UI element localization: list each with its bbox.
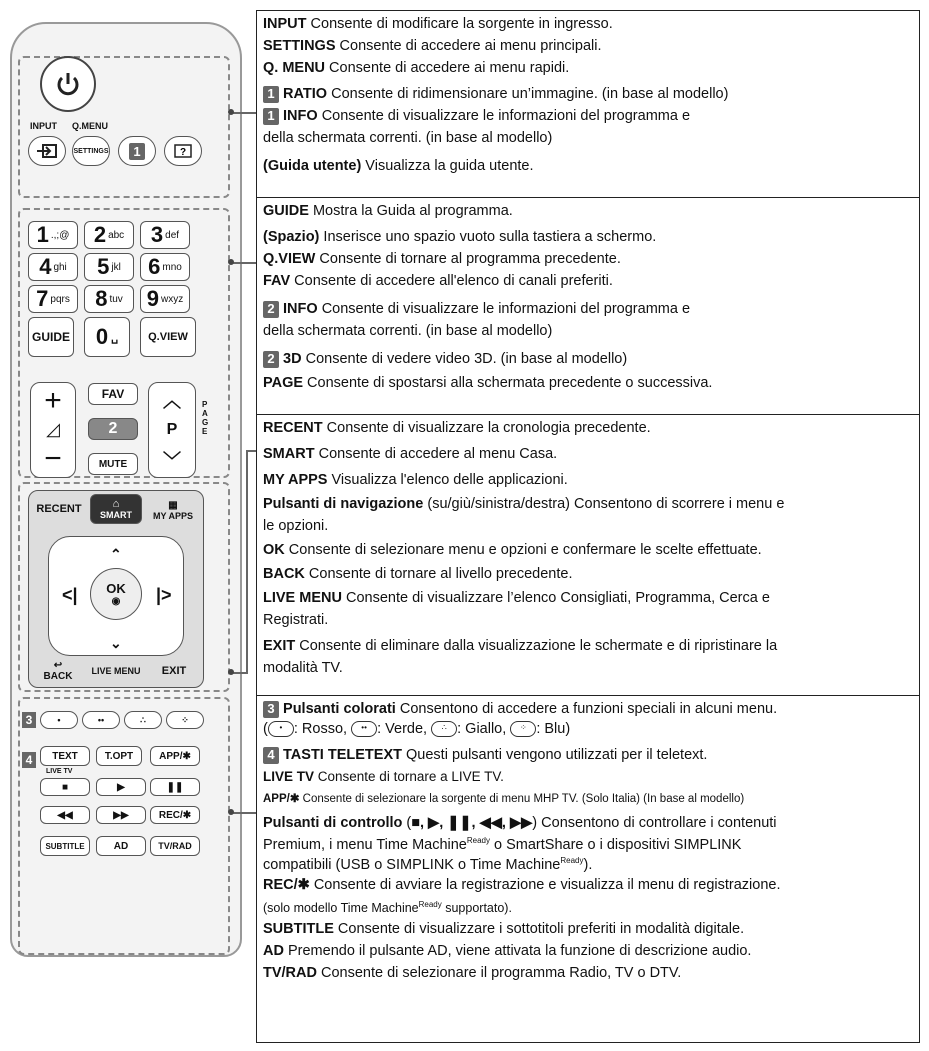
panel-colored-teletext [256, 695, 920, 1043]
rec-button[interactable]: REC/✱ [150, 806, 200, 824]
letters-label: jkl [111, 261, 121, 273]
letters-label: tuv [109, 293, 123, 305]
description-row: Q. MENU Consente di accedere ai menu rapidi. [263, 60, 570, 76]
zero-space-button[interactable]: 0 ␣ [84, 317, 130, 357]
rec-row: REC/✱ Consente di avviare la registrazione e visualizza il menu di registrazione. [263, 877, 781, 893]
ok-dot-icon: ◉ [111, 596, 121, 607]
arrow-up-icon: ⌃ [110, 546, 122, 562]
number-button[interactable] [140, 285, 190, 313]
ratio-info-button[interactable] [118, 136, 156, 166]
forward-button[interactable]: ▶▶ [96, 806, 146, 824]
description-row: Pulsanti di navigazione (su/giù/sinistra/destra) Consentono di scorrere i menu e [263, 496, 785, 512]
letters-label: ghi [53, 261, 67, 273]
arrow-left-icon: <| [62, 585, 78, 605]
volume-down-icon: − [44, 442, 62, 476]
connector-dot [228, 259, 234, 265]
digit-label: 9 [146, 286, 159, 311]
digit-label: 7 [36, 286, 49, 311]
connector-dot [228, 109, 234, 115]
home-icon: ⌂ [112, 498, 120, 510]
settings-button[interactable]: SETTINGS [72, 136, 110, 166]
digit-label: 5 [97, 254, 110, 279]
guide-button[interactable]: GUIDE [28, 317, 74, 357]
number-button[interactable] [84, 253, 134, 281]
chevron-down-icon: ﹀ [163, 451, 181, 471]
back-arrow-icon: ↩ [53, 660, 63, 671]
badge: 2 [263, 351, 279, 368]
ok-label: OK [106, 581, 126, 596]
marker-3: 3 [22, 712, 36, 728]
number-button[interactable] [84, 285, 134, 313]
connector-dot [228, 809, 234, 815]
panel-guide-page [256, 197, 920, 415]
description-row: della schermata correnti. (in base al modello) [263, 130, 553, 146]
badge-1: 1 [129, 143, 145, 160]
panel-input-settings [256, 10, 920, 198]
description-row: GUIDE Mostra la Guida al programma. [263, 203, 513, 219]
pause-button[interactable]: ❚❚ [150, 778, 200, 796]
volume-icon: ◿ [46, 419, 60, 440]
recent-button[interactable]: RECENT [30, 492, 88, 526]
rewind-button[interactable]: ◀◀ [40, 806, 90, 824]
tvrad-row: TV/RAD Consente di selezionare il programma Radio, TV o DTV. [263, 965, 682, 981]
number-button[interactable] [28, 285, 78, 313]
connector-4 [230, 812, 258, 814]
zero-label: 0 [95, 324, 109, 349]
number-button[interactable] [140, 221, 190, 249]
app-button[interactable]: APP/✱ [150, 746, 200, 766]
description-row: INPUT Consente di modificare la sorgente in ingresso. [263, 16, 613, 32]
play-button[interactable]: ▶ [96, 778, 146, 796]
description-row: 2 INFO Consente di visualizzare le informazioni del programma e [263, 300, 913, 318]
program-rocker[interactable] [148, 382, 196, 478]
description-row: (Guida utente) Visualizza la guida utente. [263, 158, 534, 174]
description-row: SMART Consente di accedere al menu Casa. [263, 446, 558, 462]
blue-button[interactable]: ⁘ [166, 711, 204, 729]
description-row: 1 RATIO Consente di ridimensionare un’immagine. (in base al modello) [263, 85, 913, 103]
description-row: Q.VIEW Consente di tornare al programma precedente. [263, 251, 621, 267]
description-row: (Spazio) Inserisce uno spazio vuoto sulla tastiera a schermo. [263, 229, 657, 245]
subtitle-button[interactable]: SUBTITLE [40, 836, 90, 856]
ad-button[interactable]: AD [96, 836, 146, 856]
ok-button[interactable] [90, 568, 142, 620]
number-button[interactable] [140, 253, 190, 281]
control-row-3: compatibili (USB o SIMPLINK o Time Machine$^{Ready}$). [263, 856, 593, 873]
description-row: FAV Consente di accedere all'elenco di canali preferiti. [263, 273, 613, 289]
volume-up-icon: + [44, 383, 62, 417]
user-guide-icon [174, 144, 192, 158]
app-row: APP/✱ Consente di selezionare la sorgente di menu MHP TV. (Solo Italia) (In base al modello) [263, 793, 745, 805]
smart-button[interactable] [90, 494, 142, 524]
number-button[interactable] [28, 253, 78, 281]
control-row-2: Premium, i menu Time Machine$^{Ready}$ o SmartShare o i dispositivi SIMPLINK [263, 836, 742, 853]
colors-row: ( • : Rosso, •• : Verde, ∴ : Giallo, ⁘ : Blu) [263, 721, 571, 737]
badge: 1 [263, 108, 279, 125]
description-row: della schermata correnti. (in base al modello) [263, 323, 553, 339]
badge: 1 [263, 86, 279, 103]
description-row: OK Consente di selezionare menu e opzioni e confermare le scelte effettuate. [263, 542, 762, 558]
apps-grid-icon: ▦ [168, 499, 178, 511]
description-row: LIVE MENU Consente di visualizzare l’elenco Consigliati, Programma, Cerca e [263, 590, 770, 606]
livetv-caption: LIVE TV [46, 768, 73, 775]
3d-info-button[interactable]: 2 [88, 418, 138, 440]
input-icon [36, 144, 58, 158]
digit-label: 6 [148, 254, 161, 279]
badge: 2 [263, 301, 279, 318]
fav-button[interactable]: FAV [88, 383, 138, 405]
topt-button[interactable]: T.OPT [96, 746, 142, 766]
myapps-button[interactable] [144, 494, 202, 526]
connector-dot [228, 669, 234, 675]
page-label: PAGE [202, 400, 209, 436]
live-menu-button[interactable]: LIVE MENU [88, 656, 144, 686]
smart-label: SMART [100, 510, 132, 520]
volume-rocker[interactable] [30, 382, 76, 478]
power-button[interactable] [40, 56, 96, 112]
mute-button[interactable]: MUTE [88, 453, 138, 475]
description-row: EXIT Consente di eliminare dalla visualizzazione le schermate e di ripristinare la [263, 638, 778, 654]
chevron-up-icon: ︿ [163, 391, 181, 411]
program-label: P [166, 421, 178, 438]
marker-4: 4 [22, 752, 36, 768]
livetv-row: LIVE TV Consente di tornare a LIVE TV. [263, 769, 504, 784]
digit-label: 4 [39, 254, 52, 279]
letters-label: wxyz [161, 293, 184, 305]
tvrad-button[interactable]: TV/RAD [150, 836, 200, 856]
ad-row: AD Premendo il pulsante AD, viene attivata la funzione di descrizione audio. [263, 943, 752, 959]
myapps-label: MY APPS [152, 510, 193, 521]
svg-text:?: ? [179, 147, 187, 158]
connector-1 [230, 112, 258, 114]
arrow-right-icon: |> [156, 585, 172, 605]
number-button[interactable] [28, 221, 78, 249]
digit-label: 1 [36, 222, 49, 247]
letters-label: abc [108, 229, 125, 241]
input-caption: INPUT [30, 121, 57, 131]
description-row: modalità TV. [263, 660, 343, 676]
description-row: 2 3D Consente di vedere video 3D. (in base al modello) [263, 350, 913, 368]
description-row: Registrati. [263, 612, 329, 628]
rec-row-2: (solo modello Time Machine$^{Ready}$ supportato). [263, 900, 512, 916]
description-row: MY APPS Visualizza l'elenco delle applicazioni. [263, 472, 568, 488]
back-button[interactable] [30, 656, 86, 686]
connector-2 [230, 262, 258, 264]
connector-3-vertical [246, 450, 248, 674]
teletext-row: 4 TASTI TELETEXT Questi pulsanti vengono utilizzati per il teletext. [263, 746, 913, 764]
description-row: RECENT Consente di visualizzare la cronologia precedente. [263, 420, 651, 436]
stop-button[interactable]: ■ [40, 778, 90, 796]
input-button[interactable] [28, 136, 66, 166]
letters-label: pqrs [50, 293, 70, 305]
power-icon [53, 69, 83, 99]
teletext-button[interactable]: TEXT [40, 746, 90, 766]
panel-navigation [256, 414, 920, 696]
green-button[interactable]: •• [82, 711, 120, 729]
letters-label: .,;@ [50, 229, 70, 241]
description-row: PAGE Consente di spostarsi alla schermata precedente o successiva. [263, 375, 713, 391]
qview-button[interactable]: Q.VIEW [140, 317, 196, 357]
exit-button[interactable]: EXIT [146, 656, 202, 686]
control-row-1: Pulsanti di controllo (■, ▶, ❚❚, ◀◀, ▶▶) Consentono di controllare i contenuti [263, 815, 777, 831]
colored-row: 3 Pulsanti colorati Consentono di accedere a funzioni speciali in alcuni menu. [263, 700, 913, 718]
description-row: 1 INFO Consente di visualizzare le informazioni del programma e [263, 107, 913, 125]
digit-label: 3 [150, 222, 164, 247]
arrow-down-icon: ⌄ [110, 635, 122, 651]
qmenu-caption: Q.MENU [72, 121, 108, 131]
zone-4 [18, 697, 230, 955]
yellow-button[interactable]: ∴ [124, 711, 162, 729]
number-button[interactable] [84, 221, 134, 249]
description-row: SETTINGS Consente di accedere ai menu principali. [263, 38, 602, 54]
digit-label: 2 [93, 222, 107, 247]
back-label: BACK [43, 671, 73, 682]
digit-label: 8 [95, 286, 108, 311]
description-row: le opzioni. [263, 518, 329, 534]
letters-label: def [165, 229, 180, 241]
description-row: BACK Consente di tornare al livello precedente. [263, 566, 573, 582]
subtitle-row: SUBTITLE Consente di visualizzare i sottotitoli preferiti in modalità digitale. [263, 921, 745, 937]
user-guide-button[interactable] [164, 136, 202, 166]
red-button[interactable]: • [40, 711, 78, 729]
letters-label: mno [162, 261, 182, 273]
